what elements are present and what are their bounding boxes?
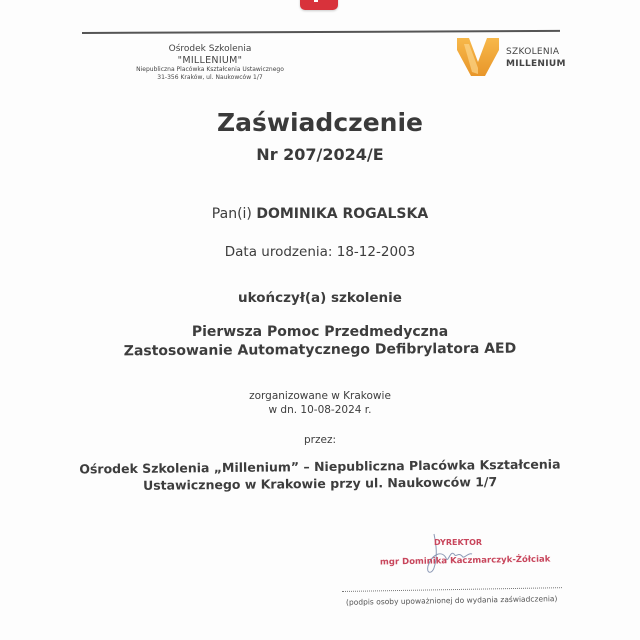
millenium-v-logo-icon [455, 36, 501, 78]
course-title-line1: Pierwsza Pomoc Przedmedyczna [191, 324, 449, 340]
organized-date: w dn. 10-08-2024 r. [268, 404, 372, 416]
header-divider [82, 30, 560, 34]
course-title-line2: Zastosowanie Automatycznego Defibrylatora AED [123, 340, 517, 360]
certificate-title: Zaświadczenie [217, 108, 423, 137]
logo-wordmark [506, 46, 566, 70]
signature-caption: (podpis osoby upoważnionej do wydania zaświadczenia) [345, 594, 558, 607]
recipient-line [0, 206, 640, 222]
signatory-role: DYREKTOR [434, 538, 483, 547]
issuer-line3: Niepubliczna Placówka Kształcenia Ustawicznego [136, 66, 284, 73]
signatory-name: mgr Dominika Kaczmarczyk-Żółciak [379, 554, 551, 568]
dob-value: 18-12-2003 [336, 244, 416, 260]
recipient-name: DOMINIKA ROGALSKA [256, 206, 429, 222]
issuer-line1: Ośrodek Szkolenia [168, 44, 252, 54]
logo-line1: SZKOLENIA [506, 47, 560, 57]
first-aid-kit-icon [300, 0, 338, 10]
institution-line1: Ośrodek Szkolenia „Millenium” – Niepubliczna Placówka Kształcenia [79, 456, 561, 477]
name-prefix: Pan(i) [211, 206, 252, 222]
completed-statement: ukończył(a) szkolenie [238, 290, 402, 306]
certificate-number: Nr 207/2024/E [256, 145, 384, 164]
issuer-address: 31-356 Kraków, ul. Naukowców 1/7 [157, 74, 263, 81]
dob-label: Data urodzenia: [224, 244, 333, 260]
issuer-header [110, 44, 310, 82]
issuer-line2: "MILLENIUM" [177, 55, 243, 66]
institution-block [0, 455, 640, 496]
date-of-birth-line [0, 244, 640, 260]
logo-line2: MILLENIUM [506, 59, 566, 69]
signature-line [342, 587, 562, 592]
organized-location: zorganizowane w Krakowie [249, 390, 391, 402]
by-label: przez: [303, 434, 336, 446]
institution-line2: Ustawicznego w Krakowie przy ul. Naukowców 1/7 [142, 474, 498, 493]
